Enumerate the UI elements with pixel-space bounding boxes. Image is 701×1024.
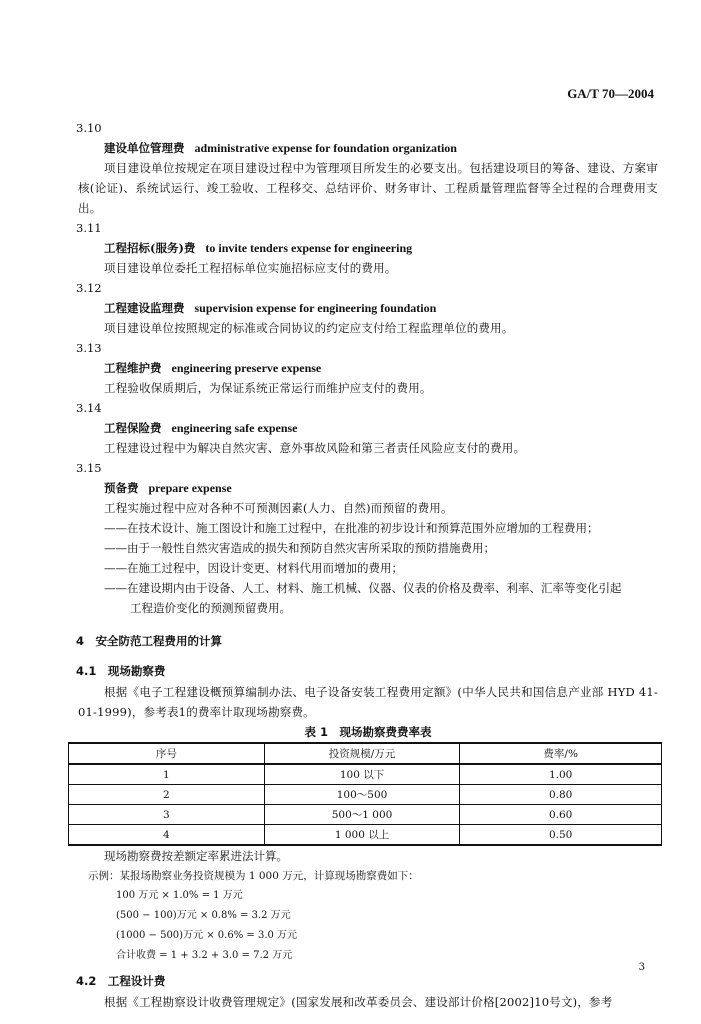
term-en: engineering preserve expense xyxy=(171,361,322,375)
table-cell: 1.00 xyxy=(460,764,662,785)
term-heading xyxy=(78,418,658,438)
term-heading xyxy=(78,358,658,378)
subsection-heading: 4.1 现场勘察费 xyxy=(76,664,166,678)
section-number: 3.12 xyxy=(76,281,102,295)
table-row xyxy=(69,825,662,846)
definition-text: 项目建设单位委托工程招标单位实施招标应支付的费用。 xyxy=(104,261,397,275)
definition-text: 工程验收保质期后，为保证系统正常运行而维护应支付的费用。 xyxy=(104,381,432,395)
calculation-note: 现场勘察费按差额定率累进法计算。 xyxy=(104,849,288,863)
list-item: ——在技术设计、施工图设计和施工过程中，在批准的初步设计和预算范围外应增加的工程费用； xyxy=(104,521,599,535)
table-row xyxy=(69,785,662,805)
term-en: to invite tenders expense for engineering xyxy=(205,241,413,255)
standard-code: GA/T 70—2004 xyxy=(567,86,654,101)
list-item: ——在施工过程中，因设计变更、材料代用而增加的费用； xyxy=(104,561,403,575)
definition-text: 项目建设单位按照规定的标准或合同协议的约定应支付给工程监理单位的费用。 xyxy=(104,321,514,335)
table-cell: 100～500 xyxy=(264,785,460,805)
list-item: ——在建设期内由于设备、人工、材料、施工机械、仪器、仪表的价格及费率、利率、汇率等变化引起 xyxy=(104,581,622,595)
term-en: supervision expense for engineering foundation xyxy=(194,301,437,315)
section-number: 3.13 xyxy=(76,341,102,355)
term-heading xyxy=(78,238,658,258)
example-text: 示例：某报场勘察业务投资规模为 1 000 万元，计算现场勘察费如下： xyxy=(88,870,419,882)
section-number: 3.11 xyxy=(76,221,102,235)
table-header-row xyxy=(69,743,662,764)
column-header: 序号 xyxy=(69,743,265,764)
column-header: 费率/% xyxy=(460,743,662,764)
term-zh: 工程招标(服务)费 xyxy=(104,241,196,255)
term-en: administrative expense for foundation organization xyxy=(194,141,457,155)
table-caption: 表 1 现场勘察费费率表 xyxy=(304,725,432,739)
table-row xyxy=(69,805,662,825)
definition-text: 工程实施过程中应对各种不可预测因素(人力、自然)而预留的费用。 xyxy=(104,501,453,515)
calculation-line: 100 万元 × 1.0% = 1 万元 xyxy=(116,890,243,901)
table-cell: 0.80 xyxy=(460,785,662,805)
table-cell: 1 xyxy=(69,764,265,785)
calculation-line: (500 − 100)万元 × 0.8% = 3.2 万元 xyxy=(116,910,291,921)
chapter-heading: 4 安全防范工程费用的计算 xyxy=(76,634,223,648)
term-zh: 工程保险费 xyxy=(104,421,162,435)
term-en: prepare expense xyxy=(148,481,232,495)
term-heading xyxy=(78,138,658,158)
subsection-heading: 4.2 工程设计费 xyxy=(76,974,166,988)
term-zh: 工程维护费 xyxy=(104,361,162,375)
paragraph: 根据《电子工程建设概预算编制办法、电子设备安装工程费用定额》(中华人民共和国信息产业部 HYD 41-01-1999)，参考表1的费率计取现场勘察费。 xyxy=(78,685,658,719)
page-number: 3 xyxy=(638,962,645,973)
list-item: ——由于一般性自然灾害造成的损失和预防自然灾害所采取的预防措施费用； xyxy=(104,541,495,555)
document-body xyxy=(78,118,658,1012)
table-cell: 0.50 xyxy=(460,825,662,846)
term-zh: 建设单位管理费 xyxy=(104,141,185,155)
section-number: 3.15 xyxy=(76,461,102,475)
calculation-line: (1000 − 500)万元 × 0.6% = 3.0 万元 xyxy=(116,930,298,941)
term-heading xyxy=(78,298,658,318)
column-header: 投资规模/万元 xyxy=(264,743,460,764)
rate-table xyxy=(68,742,662,846)
table-cell: 2 xyxy=(69,785,265,805)
term-zh: 预备费 xyxy=(104,481,139,495)
table-cell: 1 000 以上 xyxy=(264,825,460,846)
table-cell: 0.60 xyxy=(460,805,662,825)
table-cell: 4 xyxy=(69,825,265,846)
section-number: 3.10 xyxy=(76,121,102,135)
paragraph: 根据《工程勘察设计收费管理规定》(国家发展和改革委员会、建设部计价格[2002]10号文)，参考 xyxy=(104,995,613,1009)
table-cell: 100 以下 xyxy=(264,764,460,785)
calculation-line: 合计收费 = 1 + 3.2 + 3.0 = 7.2 万元 xyxy=(116,950,293,961)
definition-text: 项目建设单位按规定在项目建设过程中为管理项目所发生的必要支出。包括建设项目的筹备、建设、方案审核(论证)、系统试运行、竣工验收、工程移交、总结评价、财务审计、工程质量管理监督等全过程的合理费用支出。 xyxy=(78,161,658,215)
term-heading xyxy=(78,478,658,498)
term-en: engineering safe expense xyxy=(171,421,298,435)
table-cell: 500～1 000 xyxy=(264,805,460,825)
table-cell: 3 xyxy=(69,805,265,825)
list-item-continuation: 工程造价变化的预测预留费用。 xyxy=(130,601,291,615)
table-row xyxy=(69,764,662,785)
section-number: 3.14 xyxy=(76,401,102,415)
definition-text: 工程建设过程中为解决自然灾害、意外事故风险和第三者责任风险应支付的费用。 xyxy=(104,441,526,455)
term-zh: 工程建设监理费 xyxy=(104,301,185,315)
